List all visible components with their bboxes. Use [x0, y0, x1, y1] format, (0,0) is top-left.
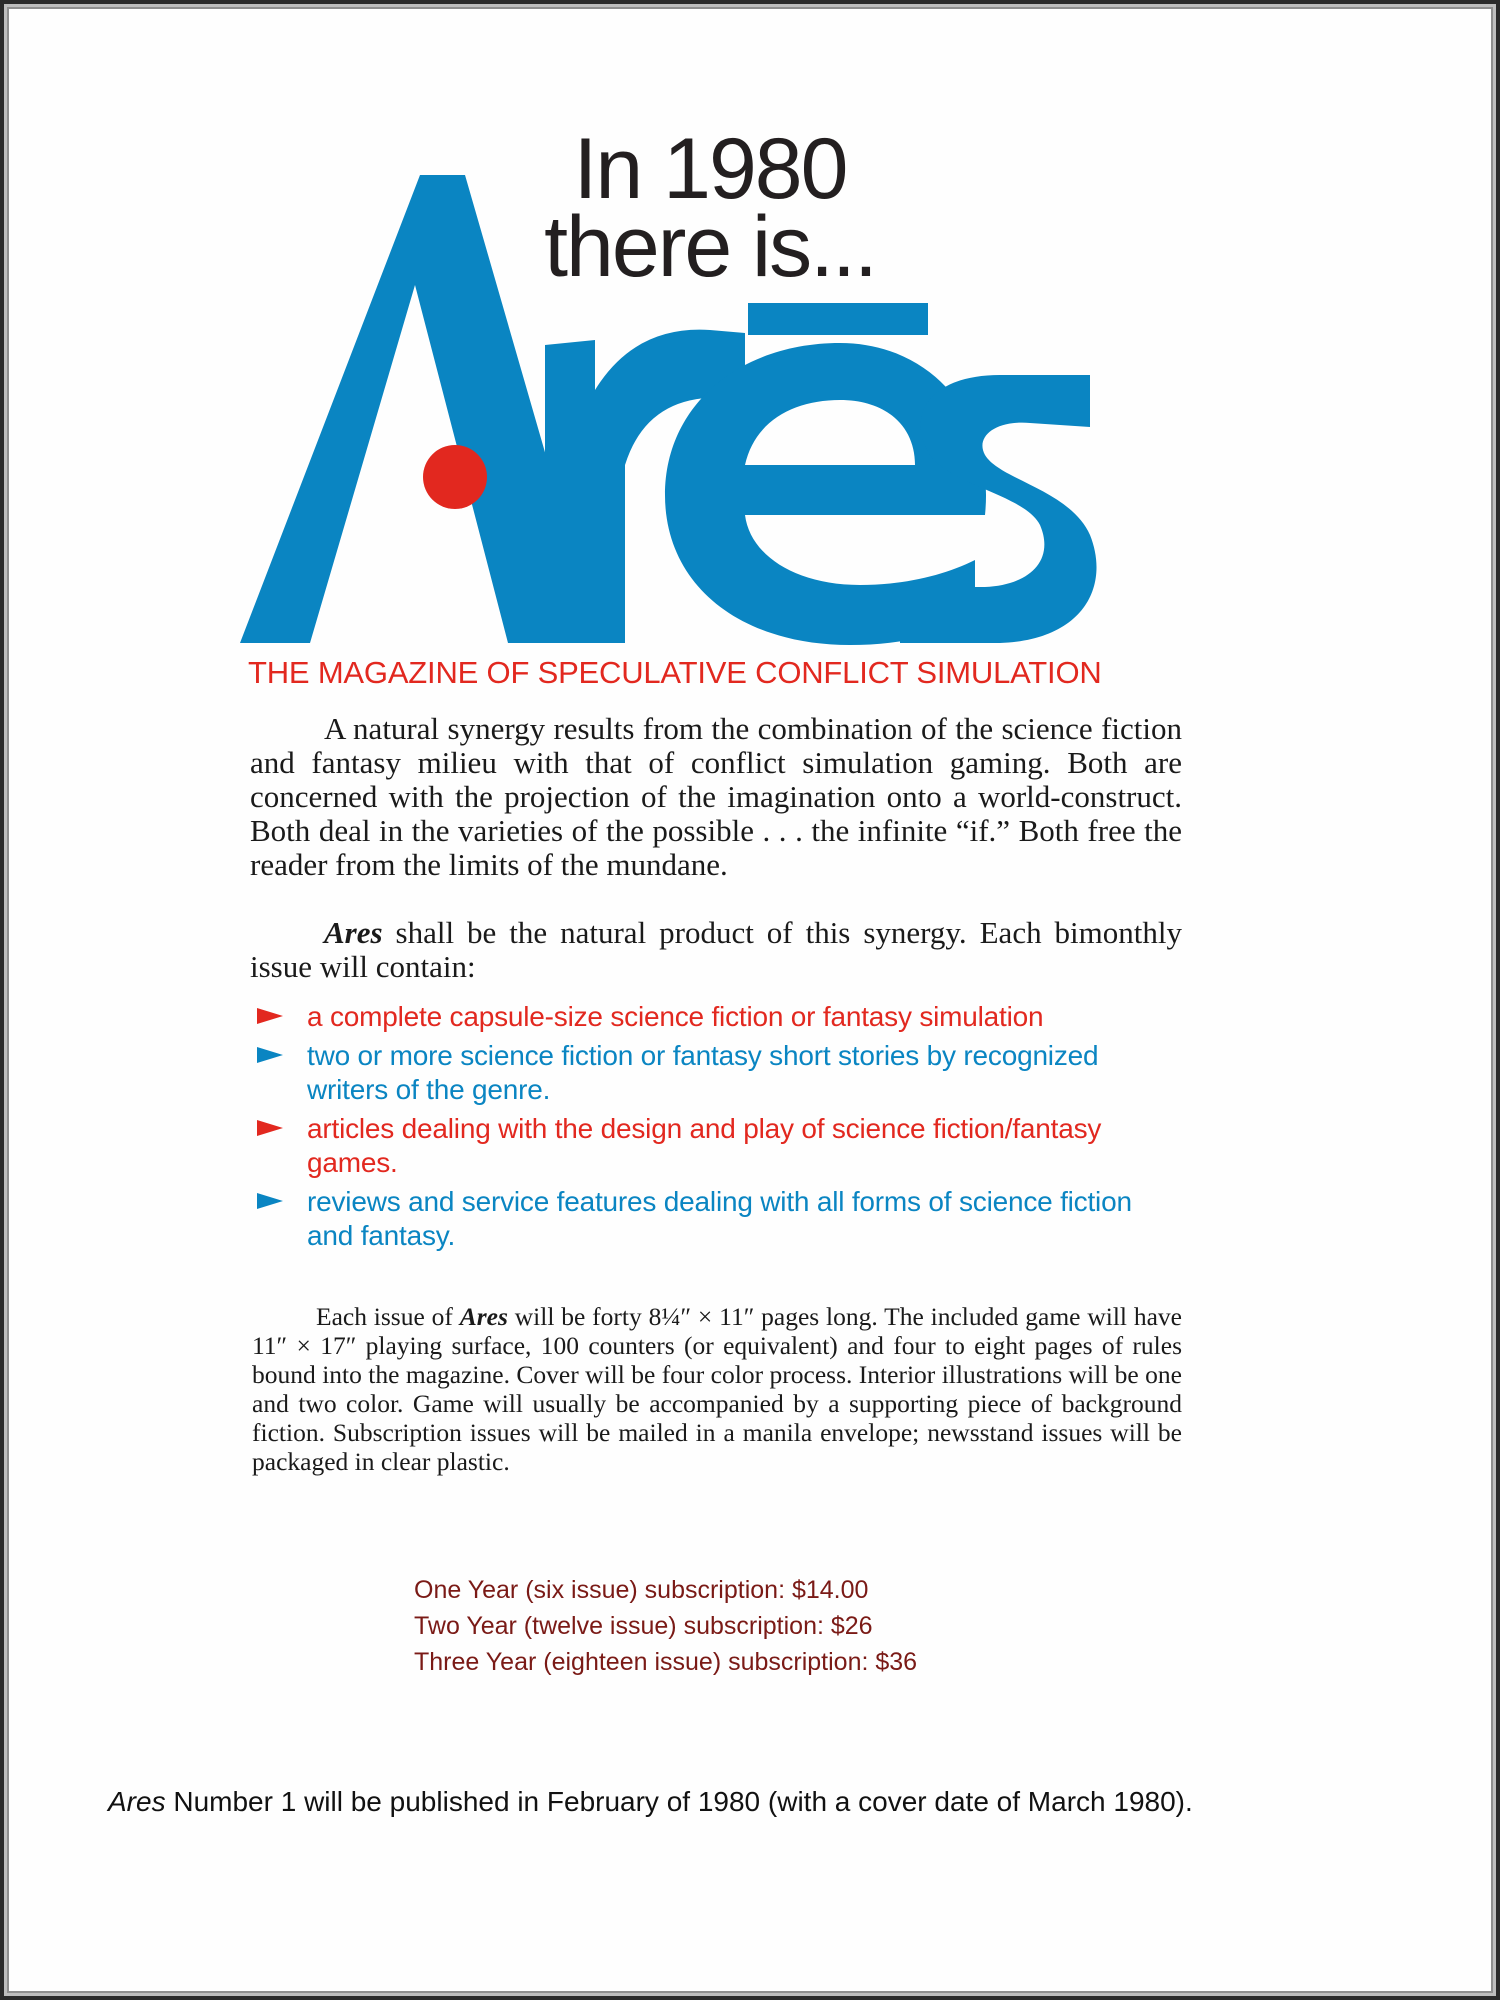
feature-text: articles dealing with the design and play of science fiction/fantasy games. [307, 1113, 1102, 1178]
price-line: Three Year (eighteen issue) subscription: $36 [414, 1648, 918, 1676]
publication-text: Number 1 will be published in February of 1980 (with a cover date of March 1980). [165, 1786, 1193, 1817]
intro-paragraph-1: A natural synergy results from the combination of the science fiction and fantasy milieu with that of conflict simulation gaming. Both are concerned with the projection of the imagination onto a world-construct. Both deal in the varieties of the possible . . . the infinite “if.” Both free the reader from the limits of the mundane. [250, 711, 1182, 882]
feature-text: a complete capsule-size science fiction or fantasy simulation [307, 1001, 1044, 1032]
magazine-title: Ares [108, 1786, 166, 1817]
feature-item [255, 1000, 1155, 1034]
feature-text: reviews and service features dealing with all forms of science fiction and fantasy. [307, 1186, 1132, 1251]
logo-red-dot [423, 445, 487, 509]
logo-macron [748, 303, 928, 335]
publication-notice [108, 1786, 1408, 1818]
triangle-bullet-icon [257, 1008, 283, 1024]
specs-text: will be forty 8¼″ × 11″ pages long. The included game will have 11″ × 17″ playing surface, 100 counters (or equivalent) and four to eight pages of rules bound into the magazine. Cover will be four color process. Interior illustrations will be one and two color. Game will usually be accompanied by a supporting piece of background fiction. Subscription issues will be mailed in a manila envelope; newsstand issues will be packaged in clear plastic. [252, 1302, 1182, 1476]
intro-paragraph-2-text: shall be the natural product of this synergy. Each bimonthly issue will contain: [250, 915, 1182, 984]
feature-item [255, 1039, 1155, 1107]
headline-line-1: In 1980 [573, 121, 847, 217]
headline-line-2: there is... [544, 199, 876, 295]
feature-text: two or more science fiction or fantasy short stories by recognized writers of the genre. [307, 1040, 1099, 1105]
feature-list [255, 1000, 1155, 1258]
specs-prefix: Each issue of [316, 1302, 460, 1331]
specs-paragraph [252, 1302, 1182, 1476]
triangle-bullet-icon [257, 1120, 283, 1136]
intro-paragraph-2 [250, 916, 1182, 984]
feature-item [255, 1185, 1155, 1253]
magazine-title: Ares [324, 915, 383, 950]
triangle-bullet-icon [257, 1193, 283, 1209]
ares-logo [240, 175, 1100, 650]
price-line: Two Year (twelve issue) subscription: $26 [414, 1612, 873, 1640]
tagline: THE MAGAZINE OF SPECULATIVE CONFLICT SIMULATION [248, 655, 1102, 690]
magazine-title: Ares [459, 1302, 508, 1331]
triangle-bullet-icon [257, 1047, 283, 1063]
subscription-prices [414, 1572, 917, 1680]
price-line: One Year (six issue) subscription: $14.00 [414, 1576, 869, 1604]
feature-item [255, 1112, 1155, 1180]
